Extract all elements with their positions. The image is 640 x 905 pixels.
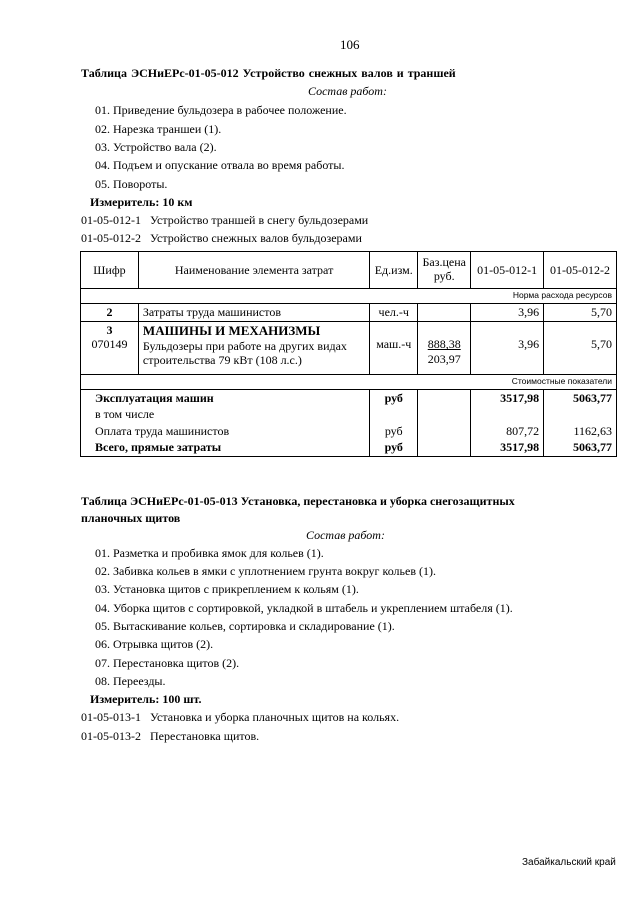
machine-name-line: строительства 79 кВт (108 л.с.)	[142, 352, 302, 367]
table1-code-line	[81, 231, 362, 245]
code: 01-05-012-2	[81, 231, 141, 245]
code: 01-05-012-1	[81, 213, 141, 227]
row-value-1	[471, 322, 544, 375]
table2-title-line1: Таблица ЭСНиЕРс-01-05-013 Установка, перестановка и уборка снегозащитных	[81, 494, 515, 508]
cost-unit	[370, 406, 418, 422]
cost-value-1: 3517,98	[471, 439, 544, 456]
table-row	[81, 406, 617, 422]
code-description: Устройство траншей в снегу бульдозерами	[150, 213, 369, 227]
row-price	[418, 304, 471, 322]
row-value-2: 5,70	[544, 304, 617, 322]
cost-name: Эксплуатация машин	[81, 390, 370, 407]
cost-value-2: 5063,77	[544, 390, 617, 407]
table2-title-line2: планочных щитов	[81, 511, 181, 525]
work-item: 04. Уборка щитов с сортировкой, укладкой в штабель и укреплением штабеля (1).	[95, 601, 513, 615]
header-unit: Ед.изм.	[370, 252, 418, 289]
row-price	[418, 322, 471, 375]
work-item: 02. Нарезка траншеи (1).	[95, 122, 222, 136]
work-item: 08. Переезды.	[95, 674, 166, 688]
code: 01-05-013-1	[81, 710, 141, 724]
work-item: 04. Подъем и опускание отвала во время работы.	[95, 158, 345, 172]
page-number: 106	[340, 37, 360, 52]
code-description: Установка и уборка планочных щитов на кольях.	[150, 710, 400, 724]
cost-unit: руб	[370, 439, 418, 456]
code-description: Перестановка щитов.	[150, 729, 260, 743]
cost-value-2: 5063,77	[544, 439, 617, 456]
norm-caption: Норма расхода ресурсов	[81, 289, 617, 304]
norm-caption-row	[81, 289, 617, 304]
table1-meter: Измеритель: 10 км	[90, 195, 193, 209]
code-description: Устройство снежных валов бульдозерами	[150, 231, 362, 245]
cost-value-1	[471, 406, 544, 422]
machine-subcode: 070149	[91, 337, 128, 352]
cost-value-1: 807,72	[471, 423, 544, 439]
table-header-row	[81, 252, 617, 289]
cost-name: Оплата труда машинистов	[81, 423, 370, 439]
work-item: 03. Устройство вала (2).	[95, 140, 217, 154]
cost-price	[418, 406, 471, 422]
cost-value-2: 1162,63	[544, 423, 617, 439]
cost-caption-row	[81, 375, 617, 390]
header-col2: 01-05-012-2	[544, 252, 617, 289]
cost-unit: руб	[370, 423, 418, 439]
header-cipher: Шифр	[81, 252, 139, 289]
row-value-1: 3,96	[471, 304, 544, 322]
row-value-2	[544, 322, 617, 375]
machine-name-line: Бульдозеры при работе на других видах	[142, 338, 347, 353]
work-item: 01. Разметка и пробивка ямок для кольев (1).	[95, 546, 324, 560]
table1-composition-title: Состав работ:	[308, 84, 387, 98]
machine-unit: маш.-ч	[376, 337, 412, 352]
table-row	[81, 322, 617, 375]
cost-caption: Стоимостные показатели	[81, 375, 617, 390]
table2-composition-title: Состав работ:	[306, 528, 385, 542]
machine-value-2: 5,70	[591, 337, 612, 352]
header-base-price: Баз.цена руб.	[418, 252, 471, 289]
machines-code: 3	[106, 323, 113, 337]
table-row	[81, 390, 617, 407]
row-name: Затраты труда машинистов	[138, 304, 369, 322]
header-col1: 01-05-012-1	[471, 252, 544, 289]
machine-price-1: 888,38	[427, 337, 461, 352]
cost-name: Всего, прямые затраты	[81, 439, 370, 456]
table1-code-line	[81, 213, 368, 227]
row-unit: чел.-ч	[370, 304, 418, 322]
cost-name: в том числе	[81, 406, 370, 422]
footer-region: Забайкальский край	[522, 857, 616, 868]
cost-value-1: 3517,98	[471, 390, 544, 407]
resource-table	[80, 251, 617, 457]
row-code	[81, 322, 139, 375]
work-item: 01. Приведение бульдозера в рабочее положение.	[95, 103, 347, 117]
cost-value-2	[544, 406, 617, 422]
machine-value-1: 3,96	[518, 337, 540, 352]
code: 01-05-013-2	[81, 729, 141, 743]
work-item: 05. Вытаскивание кольев, сортировка и складирование (1).	[95, 619, 395, 633]
work-item: 03. Установка щитов с прикреплением к кольям (1).	[95, 582, 359, 596]
cost-unit: руб	[370, 390, 418, 407]
table-row	[81, 304, 617, 322]
header-name: Наименование элемента затрат	[138, 252, 369, 289]
table-row	[81, 439, 617, 456]
table2-code-line	[81, 710, 399, 724]
row-name	[138, 322, 369, 375]
cost-price	[418, 439, 471, 456]
work-item: 07. Перестановка щитов (2).	[95, 656, 240, 670]
table2-code-line	[81, 729, 259, 743]
machine-price-2: 203,97	[427, 351, 461, 366]
machines-title: МАШИНЫ И МЕХАНИЗМЫ	[142, 323, 321, 338]
work-item: 02. Забивка кольев в ямки с уплотнением грунта вокруг кольев (1).	[95, 564, 436, 578]
table1-title: Таблица ЭСНиЕРс-01-05-012 Устройство снежных валов и траншей	[81, 66, 456, 80]
row-unit	[370, 322, 418, 375]
table-row	[81, 423, 617, 439]
row-code: 2	[81, 304, 139, 322]
table2-meter: Измеритель: 100 шт.	[90, 692, 202, 706]
cost-price	[418, 423, 471, 439]
work-item: 05. Повороты.	[95, 177, 168, 191]
work-item: 06. Отрывка щитов (2).	[95, 637, 214, 651]
cost-price	[418, 390, 471, 407]
